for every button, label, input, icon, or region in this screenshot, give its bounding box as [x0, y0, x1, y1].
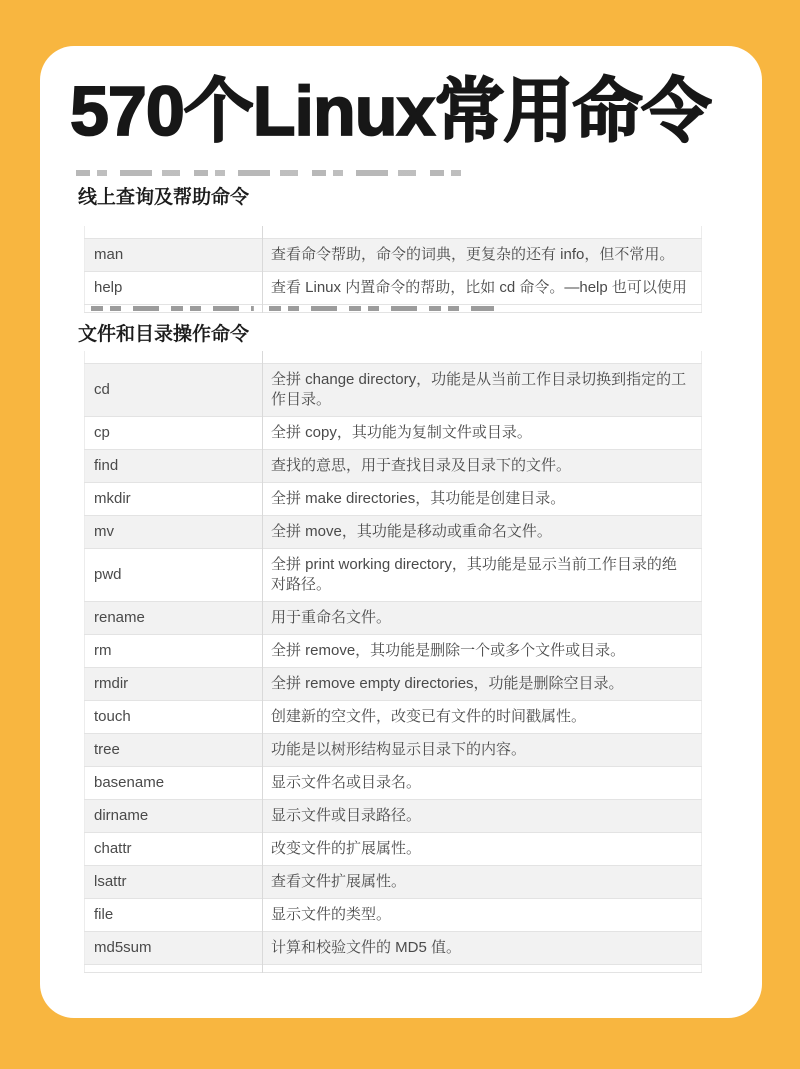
- command-cell: md5sum: [85, 932, 263, 965]
- command-cell: mkdir: [85, 483, 263, 516]
- clipped-command-cell: [85, 965, 263, 973]
- description-cell: 全拼 move，其功能是移动或重命名文件。: [263, 516, 702, 549]
- description-cell: 全拼 change directory，功能是从当前工作目录切换到指定的工作目录。: [263, 364, 702, 417]
- command-cell: help: [85, 272, 263, 305]
- clipped-text-artifact: [76, 170, 468, 176]
- description-cell: 显示文件的类型。: [263, 899, 702, 932]
- table-row: [85, 549, 702, 602]
- table-body: [85, 364, 702, 965]
- description-cell: 查看命令帮助，命令的词典，更复杂的还有 info，但不常用。: [263, 239, 702, 272]
- command-cell: cd: [85, 364, 263, 417]
- clipped-command-cell: [85, 305, 263, 313]
- table-row: [85, 932, 702, 965]
- clipped-top-row: [85, 351, 702, 364]
- table-row: [85, 239, 702, 272]
- description-cell: 全拼 make directories，其功能是创建目录。: [263, 483, 702, 516]
- table-row: [85, 483, 702, 516]
- table-row: [85, 734, 702, 767]
- description-cell: 全拼 remove，其功能是删除一个或多个文件或目录。: [263, 635, 702, 668]
- description-cell: 功能是以树形结构显示目录下的内容。: [263, 734, 702, 767]
- clipped-top-row: [85, 226, 702, 239]
- clipped-bottom-row: [85, 965, 702, 973]
- clipped-description-cell: [263, 965, 702, 973]
- table-row: [85, 899, 702, 932]
- command-section: [40, 323, 762, 973]
- description-cell: 创建新的空文件，改变已有文件的时间戳属性。: [263, 701, 702, 734]
- clipped-description-cell: [263, 226, 702, 239]
- command-cell: mv: [85, 516, 263, 549]
- command-cell: basename: [85, 767, 263, 800]
- table-row: [85, 364, 702, 417]
- command-table: [84, 351, 702, 973]
- table-row: [85, 417, 702, 450]
- clipped-command-cell: [85, 351, 263, 364]
- command-cell: dirname: [85, 800, 263, 833]
- description-cell: 全拼 copy，其功能为复制文件或目录。: [263, 417, 702, 450]
- description-cell: 查找的意思，用于查找目录及目录下的文件。: [263, 450, 702, 483]
- table-row: [85, 701, 702, 734]
- description-cell: 全拼 remove empty directories，功能是删除空目录。: [263, 668, 702, 701]
- section-heading: 线上查询及帮助命令: [78, 187, 250, 208]
- table-row: [85, 602, 702, 635]
- command-section: [40, 186, 762, 313]
- command-cell: man: [85, 239, 263, 272]
- description-cell: 全拼 print working directory，其功能是显示当前工作目录的绝对路径。: [263, 549, 702, 602]
- table-row: [85, 767, 702, 800]
- command-cell: cp: [85, 417, 263, 450]
- clipped-command-cell: [85, 226, 263, 239]
- description-cell: 计算和校验文件的 MD5 值。: [263, 932, 702, 965]
- page-title: 570个Linux常用命令: [70, 72, 711, 150]
- command-cell: rmdir: [85, 668, 263, 701]
- table-row: [85, 833, 702, 866]
- clipped-description-cell: [263, 305, 702, 313]
- table-row: [85, 866, 702, 899]
- command-cell: find: [85, 450, 263, 483]
- section-heading: 文件和目录操作命令: [78, 324, 250, 345]
- description-cell: 查看文件扩展属性。: [263, 866, 702, 899]
- content-card: [40, 46, 762, 1018]
- command-cell: file: [85, 899, 263, 932]
- command-cell: rename: [85, 602, 263, 635]
- description-cell: 显示文件或目录路径。: [263, 800, 702, 833]
- description-cell: 改变文件的扩展属性。: [263, 833, 702, 866]
- command-cell: pwd: [85, 549, 263, 602]
- clipped-description-cell: [263, 351, 702, 364]
- command-cell: tree: [85, 734, 263, 767]
- table-body: [85, 239, 702, 305]
- clipped-bottom-row: [85, 305, 702, 313]
- description-cell: 用于重命名文件。: [263, 602, 702, 635]
- description-cell: 显示文件名或目录名。: [263, 767, 702, 800]
- command-cell: rm: [85, 635, 263, 668]
- table-row: [85, 450, 702, 483]
- command-cell: lsattr: [85, 866, 263, 899]
- command-cell: chattr: [85, 833, 263, 866]
- table-row: [85, 635, 702, 668]
- table-row: [85, 516, 702, 549]
- table-row: [85, 272, 702, 305]
- command-cell: touch: [85, 701, 263, 734]
- sections-container: [40, 186, 762, 973]
- table-row: [85, 668, 702, 701]
- description-cell: 查看 Linux 内置命令的帮助，比如 cd 命令。—help 也可以使用: [263, 272, 702, 305]
- command-table: [84, 226, 702, 313]
- table-row: [85, 800, 702, 833]
